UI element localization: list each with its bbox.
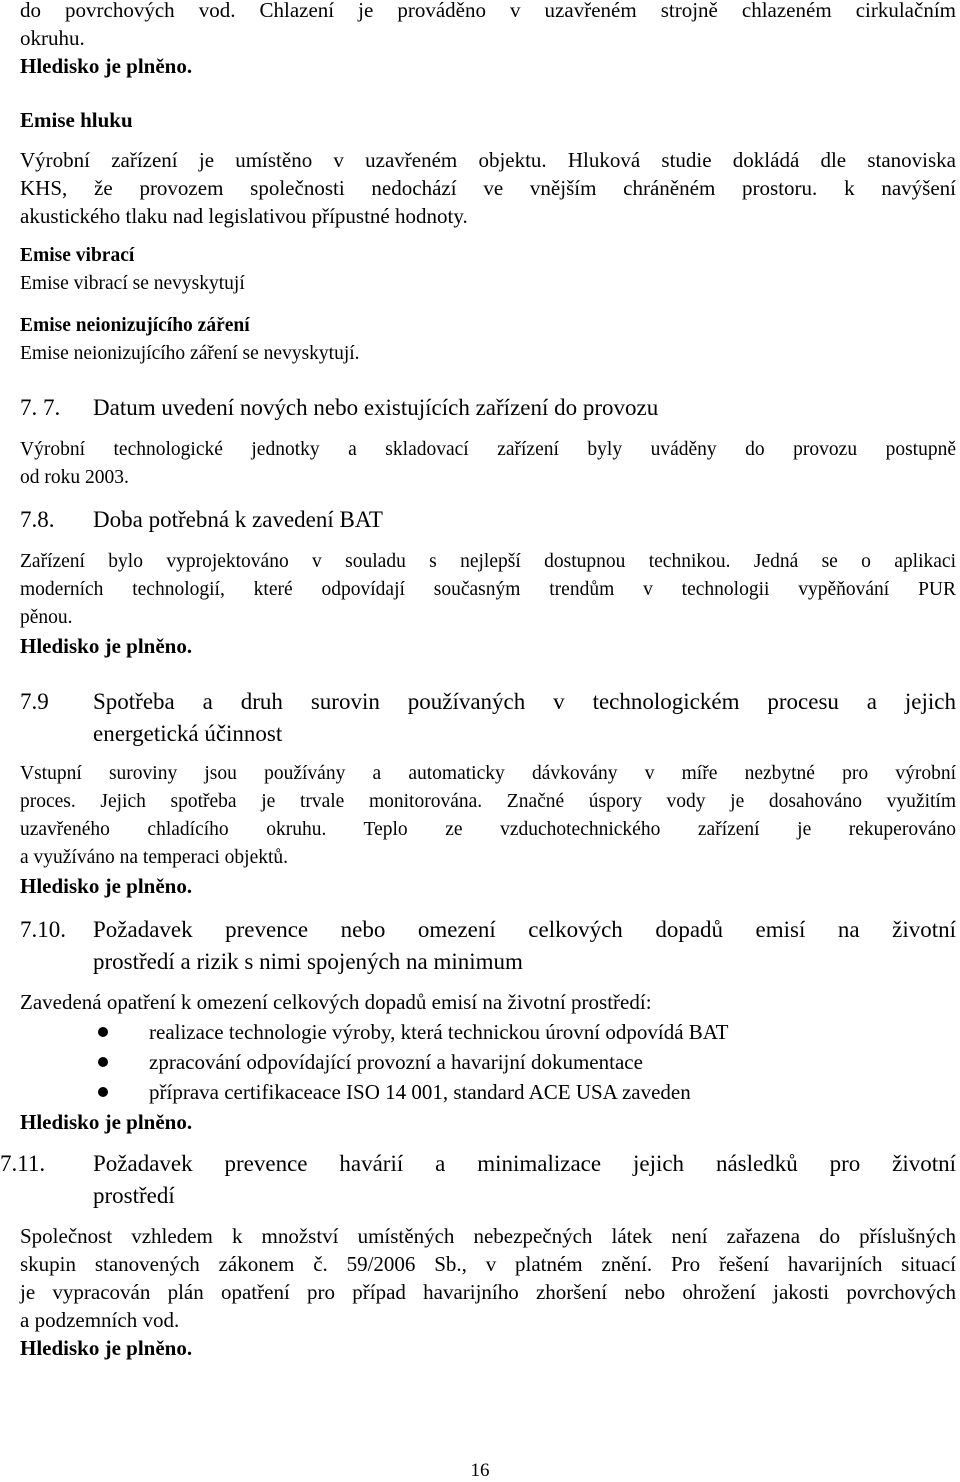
list-item-text: příprava certifikaceace ISO 14 001, standard ACE USA zaveden bbox=[149, 1080, 691, 1104]
section-number: 7.9 bbox=[20, 689, 49, 714]
paragraph-line: Vstupní suroviny jsou používány a automaticky dávkovány v míře nezbytné pro výrobní bbox=[20, 763, 956, 784]
subheading-vibration: Emise vibrací bbox=[20, 245, 135, 266]
subheading-radiation: Emise neionizujícího záření bbox=[20, 315, 250, 336]
paragraph-line: Výrobní technologické jednotky a skladovací zařízení byly uváděny do provozu postupně bbox=[20, 439, 956, 460]
page-number: 16 bbox=[470, 1460, 490, 1481]
section-heading-7-8 bbox=[20, 504, 956, 536]
fulfilled-note: Hledisko je plněno. bbox=[20, 874, 193, 898]
section-title-continued: energetická účinnost bbox=[93, 721, 283, 746]
paragraph-line: proces. Jejich spotřeba je trvale monitorována. Značné úspory vody je dosahováno využitím bbox=[20, 791, 956, 812]
section-heading-7-11 bbox=[0, 1148, 956, 1180]
paragraph-line: Společnost vzhledem k množství umístěných nebezpečných látek není zařazena do příslušných bbox=[20, 1224, 956, 1248]
bullet-icon bbox=[98, 1087, 108, 1097]
paragraph-line: Zavedená opatření k omezení celkových dopadů emisí na životní prostředí: bbox=[20, 990, 652, 1014]
section-title-continued: prostředí a rizik s nimi spojených na minimum bbox=[93, 949, 523, 974]
section-title: Požadavek prevence havárií a minimalizace jejich následků pro životní bbox=[93, 1151, 956, 1176]
paragraph-line: akustického tlaku nad legislativou přípustné hodnoty. bbox=[20, 204, 468, 228]
paragraph-line: Emise neionizujícího záření se nevyskytují. bbox=[20, 343, 360, 364]
paragraph-line: od roku 2003. bbox=[20, 467, 129, 488]
paragraph-line: a využíváno na temperaci objektů. bbox=[20, 847, 289, 868]
paragraph-line: Výrobní zařízení je umístěno v uzavřeném objektu. Hluková studie dokládá dle stanoviska bbox=[20, 148, 956, 172]
paragraph-line: Emise vibrací se nevyskytují bbox=[20, 273, 245, 294]
paragraph-line: a podzemních vod. bbox=[20, 1308, 180, 1332]
fulfilled-note: Hledisko je plněno. bbox=[20, 634, 193, 658]
paragraph-line: Zařízení bylo vyprojektováno v souladu s nejlepší dostupnou technikou. Jedná se o aplikaci bbox=[20, 551, 956, 572]
section-heading-7-7 bbox=[20, 392, 956, 424]
paragraph-line: pěnou. bbox=[20, 607, 73, 628]
section-title: Spotřeba a druh surovin používaných v technologickém procesu a jejich bbox=[93, 689, 956, 714]
section-title: Doba potřebná k zavedení BAT bbox=[93, 507, 383, 532]
section-heading-7-9 bbox=[20, 686, 956, 718]
paragraph-line: skupin stanovených zákonem č. 59/2006 Sb., v platném znění. Pro řešení havarijních situací bbox=[20, 1252, 956, 1276]
section-title: Datum uvedení nových nebo existujících zařízení do provozu bbox=[93, 395, 659, 420]
fulfilled-note: Hledisko je plněno. bbox=[20, 1110, 193, 1134]
paragraph-line: do povrchových vod. Chlazení je prováděno v uzavřeném strojně chlazeném cirkulačním bbox=[20, 0, 956, 22]
section-number: 7.11. bbox=[0, 1151, 46, 1176]
fulfilled-note: Hledisko je plněno. bbox=[20, 1336, 193, 1360]
paragraph-line: KHS, že provozem společnosti nedochází ve vnějším chráněném prostoru. k navýšení bbox=[20, 176, 956, 200]
section-title: Požadavek prevence nebo omezení celkových dopadů emisí na životní bbox=[93, 917, 956, 942]
subheading-noise: Emise hluku bbox=[20, 108, 133, 132]
fulfilled-note: Hledisko je plněno. bbox=[20, 54, 193, 78]
bullet-icon bbox=[98, 1057, 108, 1067]
list-item-text: zpracování odpovídající provozní a havarijní dokumentace bbox=[149, 1050, 643, 1074]
section-title-continued: prostředí bbox=[93, 1183, 175, 1208]
paragraph-line: okruhu. bbox=[20, 26, 85, 50]
paragraph-line: moderních technologií, které odpovídají současným trendům v technologii vypěňování PUR bbox=[20, 579, 956, 600]
section-number: 7.10. bbox=[20, 917, 66, 942]
section-number: 7.8. bbox=[20, 507, 55, 532]
section-heading-7-10 bbox=[20, 914, 956, 946]
paragraph-line: je vypracován plán opatření pro případ havarijního zhoršení nebo ohrožení jakosti povrchových bbox=[20, 1280, 956, 1304]
paragraph-line: uzavřeného chladícího okruhu. Teplo ze vzduchotechnického zařízení je rekuperováno bbox=[20, 819, 956, 840]
bullet-icon bbox=[98, 1027, 108, 1037]
list-item-text: realizace technologie výroby, která technickou úrovní odpovídá BAT bbox=[149, 1020, 729, 1044]
section-number: 7. 7. bbox=[20, 395, 61, 420]
